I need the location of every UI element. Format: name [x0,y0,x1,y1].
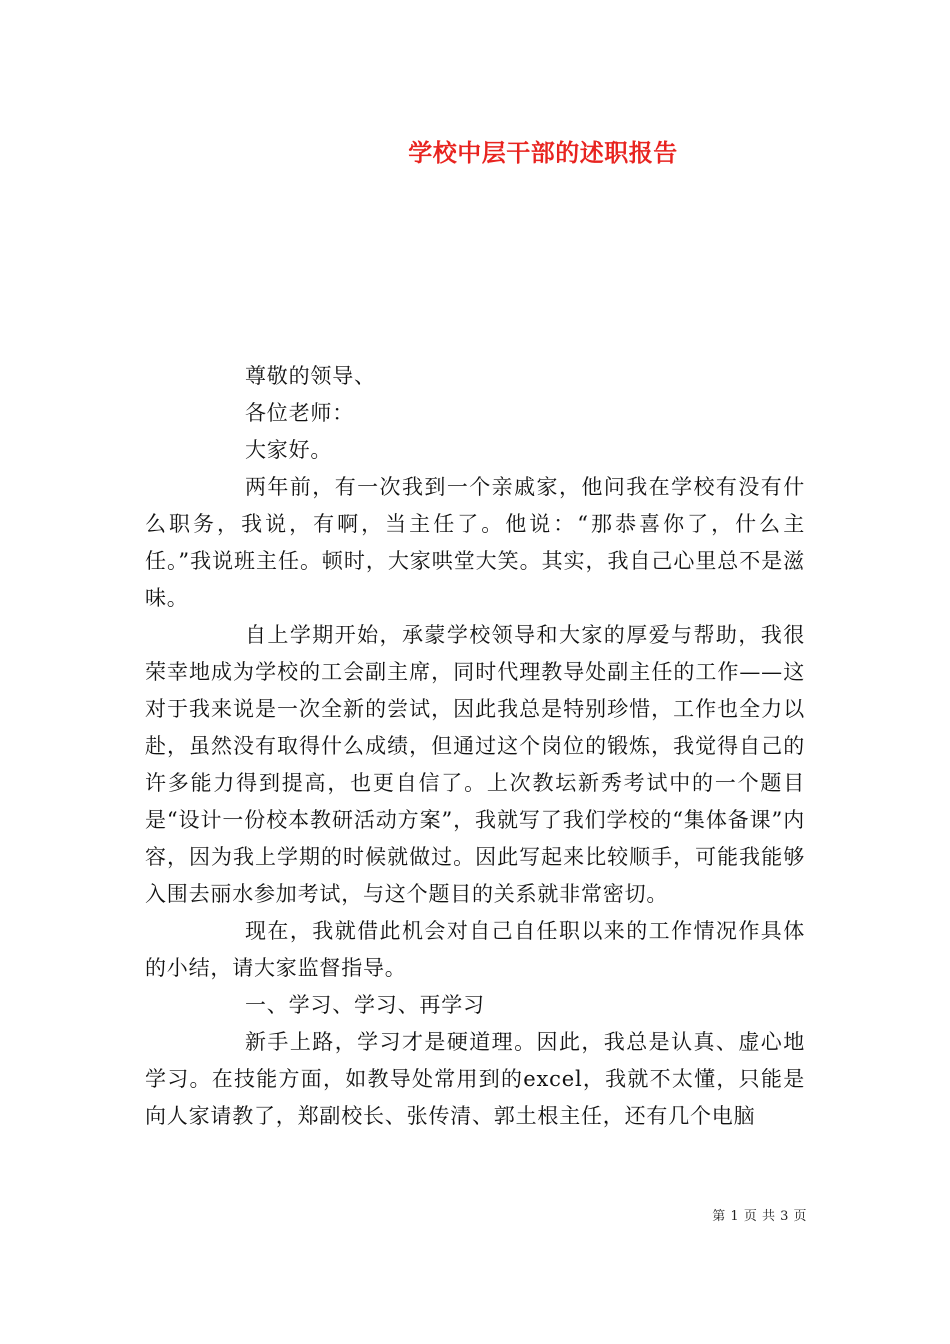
salutation-teachers: 各位老师： [245,401,354,425]
greeting: 大家好。 [245,438,333,462]
paragraph-summary-intro: 现在，我就借此机会对自己自任职以来的工作情况作具体的小结，请大家监督指导。 [145,919,805,980]
paragraph-new-role: 自上学期开始，承蒙学校领导和大家的厚爱与帮助，我很荣幸地成为学校的工会副主席，同时代理教导处副主任的工作——这对于我来说是一次全新的尝试，因此我总是特别珍惜，工作也全力以赴，虽然没有取得什么成绩，但通过这个岗位的锻炼，我觉得自己的许多能力得到提高，也更自信了。上次教坛新秀考试中的一个题目是“设计一份校本教研活动方案”，我就写了我们学校的“集体备课”内容，因为我上学期的时候就做过。因此写起来比较顺手，可能我能够入围去丽水参加考试，与这个题目的关系就非常密切。 [145,623,805,906]
paragraph-learning: 新手上路，学习才是硬道理。因此，我总是认真、虚心地学习。在技能方面，如教导处常用到的excel，我就不太懂，只能是向人家请教了，郑副校长、张传清、郭土根主任，还有几个电脑 [145,1030,805,1128]
salutation-leaders: 尊敬的领导、 [245,364,376,388]
section-heading-learning: 一、学习、学习、再学习 [245,993,485,1017]
document-body [145,358,805,1135]
paragraph-anecdote: 两年前，有一次我到一个亲戚家，他问我在学校有没有什么职务，我说，有啊，当主任了。他说：“那恭喜你了，什么主任。”我说班主任。顿时，大家哄堂大笑。其实，我自己心里总不是滋味。 [145,475,805,610]
document-title: 学校中层干部的述职报告 [408,138,678,167]
page-number-footer: 第 1 页 共 3 页 [712,1209,807,1224]
